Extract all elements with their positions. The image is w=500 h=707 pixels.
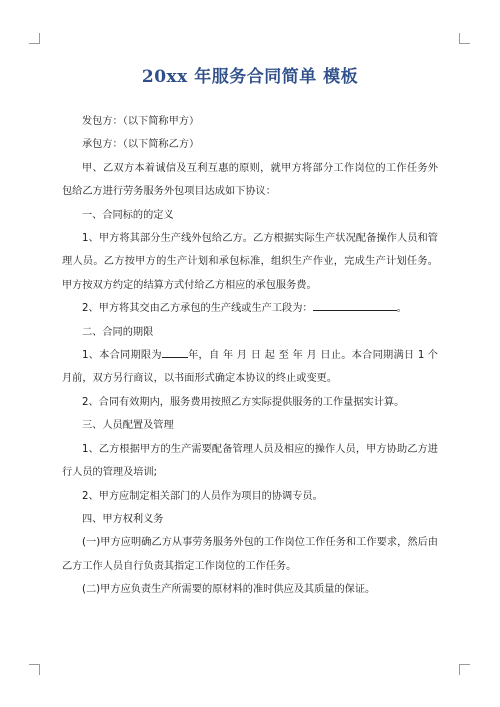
party-b-line: 承包方：（以下简称乙方） <box>82 139 200 151</box>
corner-mark-top-right <box>459 33 470 44</box>
section3-item1: 1、乙方根据甲方的生产需要配备管理人员及相应的操作人员，甲方协助乙方进行人员的管理及培训; <box>62 443 438 479</box>
corner-mark-bottom-right <box>459 664 470 675</box>
section-heading-1: 一、合同标的的定义 <box>82 209 174 221</box>
section2-item2: 2、合同有效期内，服务费用按照乙方实际提供服务的工作量据实计算。 <box>82 396 405 408</box>
section4-item2: (二)甲方应负责生产所需要的原材料的准时供应及其质量的保证。 <box>82 584 376 596</box>
section1-item1: 1、甲方将其部分生产线外包给乙方。乙方根据实际生产状况配备操作人员和管理人员。乙方按甲方的生产计划和承包标准，组织生产作业，完成生产计划任务。甲方按双方约定的结算方式付给乙方相应的承包服务费。 <box>62 233 438 291</box>
fill-in-blank[interactable] <box>162 347 188 358</box>
section-heading-2: 二、合同的期限 <box>82 326 154 338</box>
corner-mark-bottom-left <box>29 664 40 675</box>
section-heading-3: 三、人员配置及管理 <box>82 420 174 432</box>
section3-item2: 2、甲方应制定相关部门的人员作为项目的协调专员。 <box>82 490 323 502</box>
document-title: 20xx 年服务合同简单 模板 <box>141 67 359 87</box>
party-a-line: 发包方：（以下简称甲方） <box>82 116 200 127</box>
fill-in-blank[interactable] <box>313 300 397 311</box>
section2-item1-rest: 年，自 年 月 日 起 至 年 月 日止。本合同期满日 1 个月前，双方另行商议，以书面形式确定本协议的终止或变更。 <box>62 350 438 385</box>
section1-item2 <box>62 297 438 320</box>
intro-paragraph: 甲、乙双方本着诚信及互利互惠的原则，就甲方将部分工作岗位的工作任务外包给乙方进行劳务服务外包项目达成如下协议： <box>62 162 438 198</box>
section4-item1: (一)甲方应明确乙方从事劳务服务外包的工作岗位工作任务和工作要求，然后由乙方工作人员自行负责其指定工作岗位的工作任务。 <box>62 537 438 572</box>
document-body <box>62 110 438 602</box>
section2-item1-text: 1、本合同期限为 <box>82 350 162 362</box>
section-heading-4: 四、甲方权利义务 <box>82 513 164 525</box>
section2-item1 <box>62 344 438 391</box>
corner-mark-top-left <box>29 33 40 44</box>
section1-item2-end: 。 <box>396 303 407 315</box>
section1-item2-text: 2、甲方将其交由乙方承包的生产线或生产工段为： <box>82 303 313 315</box>
